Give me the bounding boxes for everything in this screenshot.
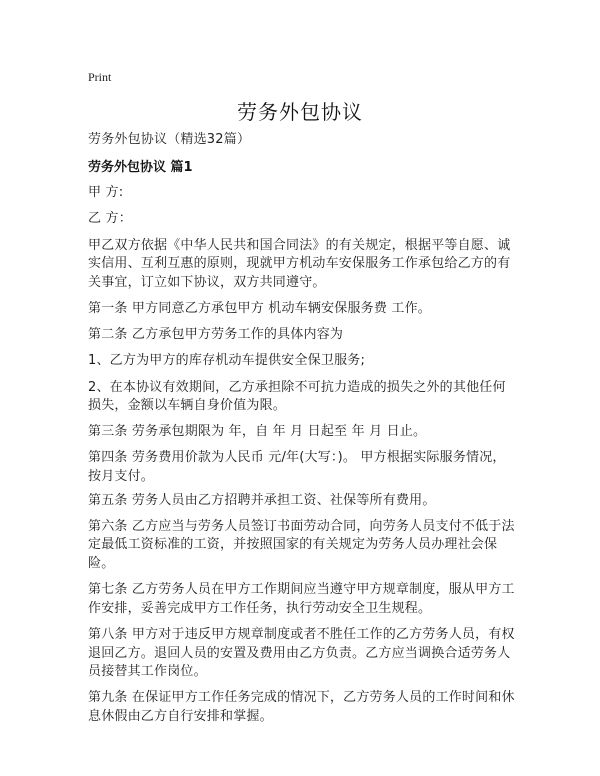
preamble-paragraph: 甲乙双方依据《中华人民共和国合同法》的有关规定，根据平等自愿、诚实信用、互利互惠的原则，现就甲方机动车安保服务工作承包给乙方的有关事宜，订立如下协议，双方共同遵守。 xyxy=(88,237,511,290)
article-4: 第四条 劳务费用价款为人民币 元/年(大写：)。 甲方根据实际服务情况，按月支付。 xyxy=(88,450,506,485)
article-6: 第六条 乙方应当与劳务人员签订书面劳动合同，向劳务人员支付不低于法定最低工资标准的工资，并按照国家的有关规定为劳务人员办理社会保险。 xyxy=(88,518,515,572)
article-2-item-2: 2、在本协议有效期间，乙方承担除不可抗力造成的损失之外的其他任何损失，金额以车辆自身价值为限。 xyxy=(88,379,506,414)
document-body xyxy=(88,131,516,734)
article-8: 第八条 甲方对于违反甲方规章制度或者不胜任工作的乙方劳务人员，有权退回乙方。退回人员的安置及费用由乙方负责。乙方应当调换合适劳务人员接替其工作岗位。 xyxy=(88,627,515,680)
article-2: 第二条 乙方承包甲方劳务工作的具体内容为 xyxy=(88,327,344,343)
article-1: 第一条 甲方同意乙方承包甲方 机动车辆安保服务费 工作。 xyxy=(88,300,431,316)
party-b-line: 乙 方： xyxy=(88,211,132,227)
section-heading: 劳务外包协议 篇1 xyxy=(88,159,193,175)
article-7: 第七条 乙方劳务人员在甲方工作期间应当遵守甲方规章制度，服从甲方工作安排，妥善完成甲方工作任务，执行劳动安全卫生规程。 xyxy=(88,582,515,616)
document-title: 劳务外包协议 xyxy=(237,100,363,124)
print-label: Print xyxy=(88,70,112,84)
document-subtitle: 劳务外包协议（精选32篇） xyxy=(88,132,251,147)
article-2-item-1: 1、乙方为甲方的库存机动车提供安全保卫服务; xyxy=(88,353,366,369)
article-5: 第五条 劳务人员由乙方招聘并承担工资、社保等所有费用。 xyxy=(88,492,436,508)
party-a-line: 甲 方: xyxy=(88,185,124,201)
article-3: 第三条 劳务承包期限为 年，自 年 月 日起至 年 月 日止。 xyxy=(88,424,427,440)
article-9: 第九条 在保证甲方工作任务完成的情况下，乙方劳务人员的工作时间和休息休假由乙方自行安排和掌握。 xyxy=(88,690,515,724)
